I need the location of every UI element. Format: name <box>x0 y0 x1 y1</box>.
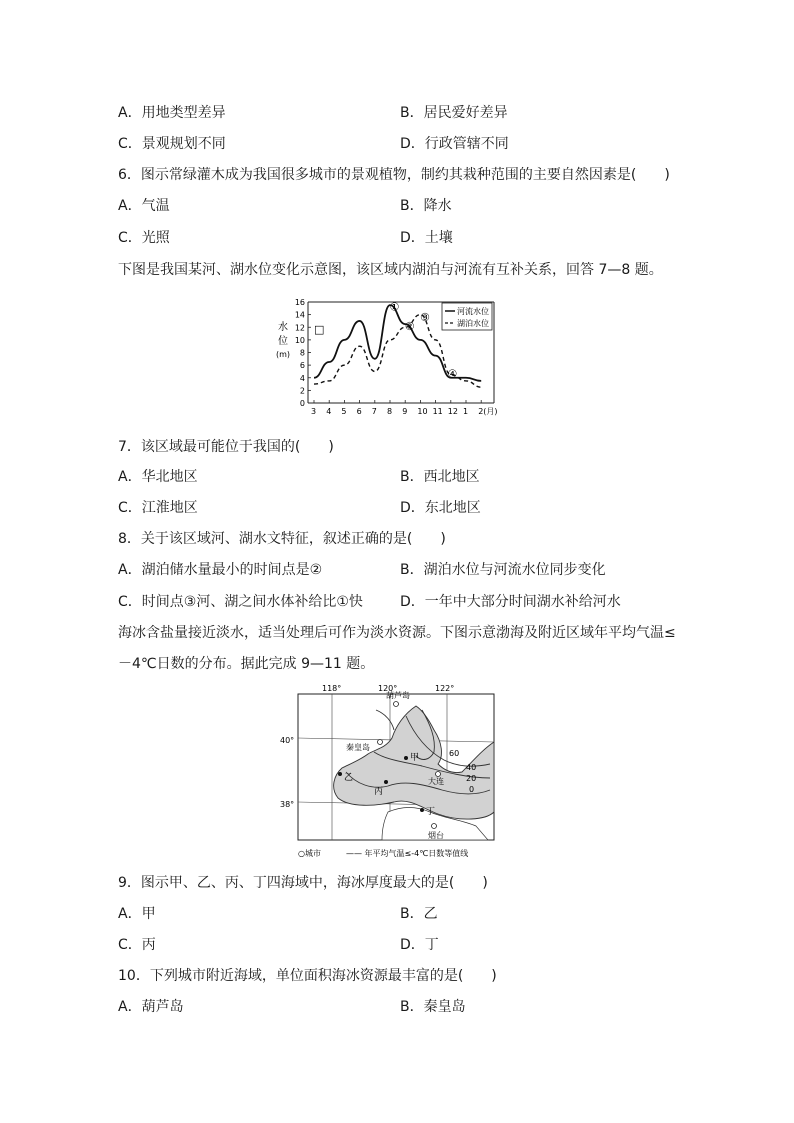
y-tick-label: 2 <box>299 386 305 396</box>
x-tick-label: 11 <box>432 407 443 416</box>
city-huludao-marker <box>394 702 399 707</box>
q9-option-b: B．乙 <box>400 906 438 922</box>
point-yi-marker <box>338 772 342 776</box>
point-marker-2: ② <box>404 319 415 333</box>
isoline-20: 20 <box>466 774 477 783</box>
x-tick-label: 12 <box>447 407 458 416</box>
y-tick-label: 14 <box>294 310 305 320</box>
bohai-map <box>276 680 516 864</box>
y-tick-label: 12 <box>294 323 305 333</box>
q8-stem: 8．关于该区域河、湖水文特征，叙述正确的是( ) <box>118 531 446 547</box>
y-tick-label: 16 <box>294 298 305 307</box>
y-axis-label-top: 水 <box>278 322 288 333</box>
city-dalian-marker <box>436 772 441 777</box>
point-marker-3: ③ <box>419 311 430 325</box>
lat-38: 38° <box>280 800 295 809</box>
q9-option-a: A．甲 <box>118 906 156 922</box>
city-qinhuangdao: 秦皇岛 <box>346 743 370 752</box>
y-axis-label-mid: 位 <box>278 336 288 347</box>
x-tick-label: 10 <box>417 407 428 416</box>
inset-symbol: □ <box>314 323 325 336</box>
q8-option-d: D．一年中大部分时间湖水补给河水 <box>400 594 621 610</box>
point-bing: 丙 <box>374 787 384 797</box>
q9-option-c: C．丙 <box>118 937 156 953</box>
q8-option-a: A．湖泊储水量最小的时间点是② <box>118 562 323 578</box>
lon-122: 122° <box>435 684 455 693</box>
city-yantai: 烟台 <box>428 831 444 840</box>
q8-option-b: B．湖泊水位与河流水位同步变化 <box>400 562 606 578</box>
q9-option-d: D．丁 <box>400 937 439 953</box>
city-huludao: 葫芦岛 <box>386 691 410 700</box>
lat-40: 40° <box>280 736 295 745</box>
q10-option-a: A．葫芦岛 <box>118 999 184 1015</box>
lon-120: 120° <box>378 684 398 693</box>
city-yantai-marker <box>432 824 437 829</box>
chart-legend <box>442 303 492 330</box>
intro-7-8: 下图是我国某河、湖水位变化示意图，该区域内湖泊与河流有互补关系，回答 7—8 题。 <box>118 262 663 278</box>
q6-option-a: A．气温 <box>118 198 170 214</box>
point-marker-4: ④ <box>447 367 458 381</box>
x-tick-label: 5 <box>341 407 347 416</box>
y-tick-label: 0 <box>299 399 305 408</box>
isoline-0: 0 <box>469 785 475 794</box>
q9-stem: 9．图示甲、乙、丙、丁四海域中，海冰厚度最大的是( ) <box>118 875 488 891</box>
intro-9-11-line1: 海冰含盐量接近淡水，适当处理后可作为淡水资源。下图示意渤海及附近区域年平均气温≤ <box>118 625 676 641</box>
point-bing-marker <box>384 780 388 784</box>
q7-option-a: A．华北地区 <box>118 469 198 485</box>
point-marker-1: ① <box>389 300 400 314</box>
y-tick-label: 10 <box>294 335 305 345</box>
city-qinhuangdao-marker <box>378 740 383 745</box>
q6-stem: 6．图示常绿灌木成为我国很多城市的景观植物，制约其栽种范围的主要自然因素是( ) <box>118 167 670 183</box>
x-tick-label: 7 <box>371 407 377 416</box>
q8-option-c: C．时间点③河、湖之间水体补给比①快 <box>118 594 363 610</box>
legend-city: ○城市 <box>298 849 321 858</box>
y-tick-label: 6 <box>299 361 305 371</box>
isoline-60: 60 <box>449 749 460 758</box>
q7-option-c: C．江淮地区 <box>118 500 198 516</box>
q7-stem: 7．该区域最可能位于我国的( ) <box>118 439 334 455</box>
x-tick-label: 4 <box>326 407 332 416</box>
q10-stem: 10．下列城市附近海域，单位面积海冰资源最丰富的是( ) <box>118 968 497 984</box>
q6-option-b: B．降水 <box>400 198 452 214</box>
x-tick-label: 1 <box>463 407 469 416</box>
x-tick-label: 6 <box>356 407 362 416</box>
water-level-chart <box>272 292 512 422</box>
lon-118: 118° <box>322 684 342 693</box>
q7-option-d: D．东北地区 <box>400 500 481 516</box>
y-tick-label: 4 <box>299 373 305 383</box>
q5-option-b: B．居民爱好差异 <box>400 105 508 121</box>
legend-river-label: 河流水位 <box>457 307 489 316</box>
point-jia-marker <box>404 756 408 760</box>
x-tick-label: 3 <box>311 407 317 416</box>
point-ding: 丁 <box>426 807 436 817</box>
city-dalian: 大连 <box>428 777 444 786</box>
q7-option-b: B．西北地区 <box>400 469 480 485</box>
legend-isoline: —— 年平均气温≤-4℃日数等值线 <box>346 849 469 858</box>
legend-lake-label: 湖泊水位 <box>457 319 489 328</box>
isoline-40: 40 <box>466 763 477 772</box>
point-yi: 乙 <box>344 773 354 783</box>
q6-option-d: D．土壤 <box>400 230 453 246</box>
q5-option-d: D．行政管辖不同 <box>400 136 509 152</box>
q5-option-a: A．用地类型差异 <box>118 105 226 121</box>
x-tick-label: 9 <box>402 407 408 416</box>
point-ding-marker <box>420 808 424 812</box>
x-tick-label: 2(月) <box>478 407 498 416</box>
q5-option-c: C．景观规划不同 <box>118 136 226 152</box>
point-jia: 甲 <box>410 753 420 763</box>
q10-option-b: B．秦皇岛 <box>400 999 466 1015</box>
intro-9-11-line2: －4℃日数的分布。据此完成 9—11 题。 <box>118 656 375 672</box>
y-axis-label-unit: (m) <box>276 350 291 359</box>
x-tick-label: 8 <box>387 407 393 416</box>
y-tick-label: 8 <box>299 348 305 358</box>
q6-option-c: C．光照 <box>118 230 170 246</box>
